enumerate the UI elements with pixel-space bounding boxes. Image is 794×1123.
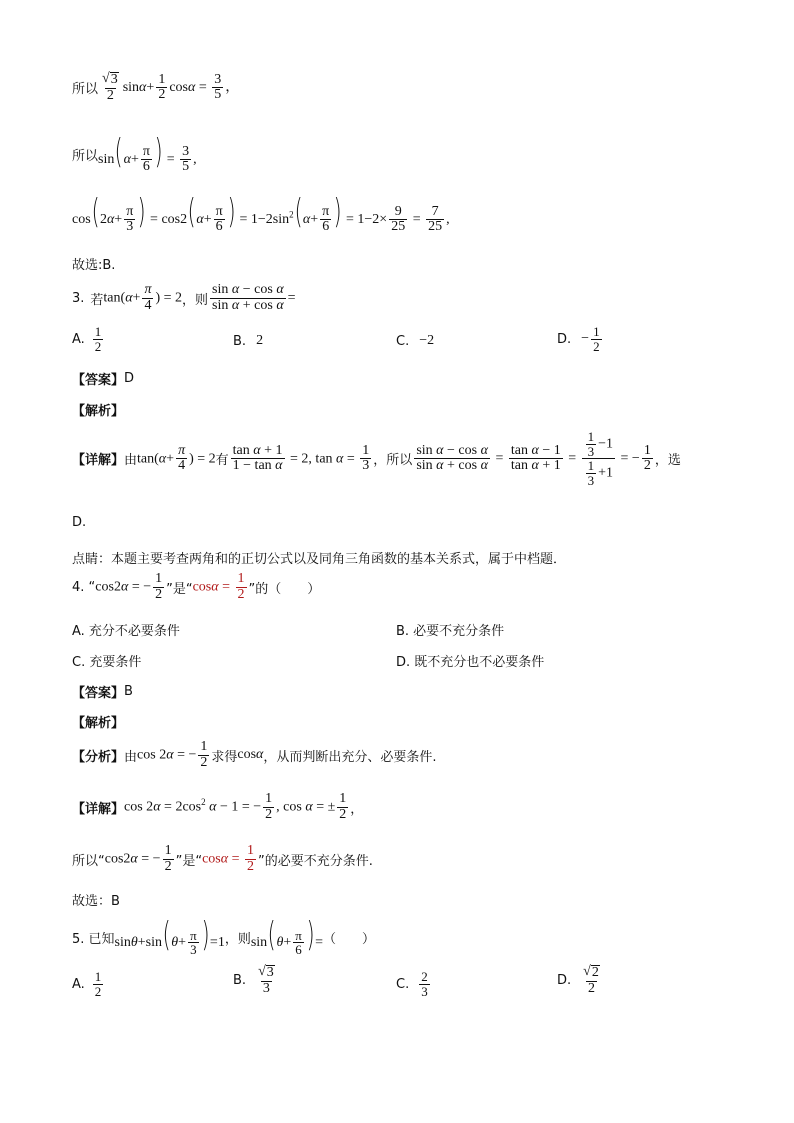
math-expression: $\frac{\text{sin α − cos α}}{\text{sin α + cos α}}$ =: [212, 282, 296, 313]
text-suoyi: 所以: [72, 82, 99, 98]
math-expression: $\frac{\text{sin α − cos α}}{\text{sin α + cos α}}$ = $\frac{\text{tan α − 1}}{\text{tan α + 1}}$ = $\frac{1}{3}$ −1 $\frac{1}{3}$ +1 = − $\frac{1}{2}$: [416, 429, 651, 488]
conclusion-line: 所以“ cos2α = − $\frac{1}{2}$ ”是“ cosα = $\frac{1}{2}$ ”的必要不充分条件.: [72, 843, 373, 874]
option-a: A. $\frac{1}{2}$: [72, 969, 102, 999]
question-3: [72, 283, 754, 313]
detail-label: 【详解】: [72, 453, 125, 469]
math-expression: tan(α+ $\frac{\pi}{4}$ ) = 2: [137, 442, 216, 474]
question-number: 3.: [72, 290, 85, 306]
analysis-line: [72, 400, 754, 419]
math-expression: cos2α = − $\frac{1}{2}$: [104, 843, 172, 874]
math-expression: $\frac{\text{tan α + 1}}{\text{1 − tan α}}$ = 2, tan α = $\frac{1}{3}$: [232, 442, 370, 474]
question-text: 若: [90, 292, 104, 308]
math-expression: √ 3 2 sinα+ $\frac{1}{2}$ cosα = $\frac{3}{5}$ ，: [102, 71, 240, 103]
option-a: A. $\frac{1}{2}$: [72, 324, 102, 354]
option-b: B. 2: [233, 333, 264, 349]
option-b: B. √ 3 3: [233, 964, 274, 996]
analysis-label: 【解析】: [72, 716, 125, 731]
question-4: 4. “ cos2α = − $\frac{1}{2}$ ”是“ cosα = $\frac{1}{2}$ ”的（ ）: [72, 571, 321, 602]
equation-line-2: [72, 132, 754, 175]
math-expression: sinθ+sin(θ+ $\frac{\pi}{3}$ )=1: [114, 915, 225, 958]
math-expression-highlight: cosα = $\frac{1}{2}$: [192, 571, 245, 602]
math-expression: sin(α+ $\frac{\pi}{6}$ ) = $\frac{3}{5}$ ,: [98, 132, 197, 175]
math-expression: cos 2α = − $\frac{1}{2}$: [137, 739, 208, 770]
option-d: D. √ 2 2: [557, 964, 599, 996]
analysis-line: [72, 712, 754, 731]
answer-value: B: [124, 684, 133, 699]
option-a: A. 充分不必要条件: [72, 624, 180, 639]
math-expression-highlight: cosα = $\frac{1}{2}$: [202, 843, 254, 874]
option-d: D. 既不充分也不必要条件: [396, 655, 545, 670]
equation-line-3: [72, 192, 754, 235]
detail-label: 【详解】: [72, 801, 125, 817]
option-b: B. 必要不充分条件: [396, 624, 505, 639]
math-expression: cosα: [237, 747, 264, 763]
conclusion-text: 故选:B.: [72, 258, 116, 273]
answer-line: [72, 682, 754, 701]
math-expression: cos(2α+ $\frac{\pi}{3}$ ) = cos2(α+ $\frac{\pi}{6}$ ) = $1-2\sin^2(\alpha+$ $\frac{\pi}{6}$ ) = 1−2× $\frac{9}{25}$ = $\frac{7}{25}$ ,: [72, 192, 450, 235]
detail-continuation: D.: [72, 515, 87, 530]
question-5: 5. 已知 sinθ+sin(θ+ $\frac{\pi}{3}$ )=1 ，则 sin(θ+ $\frac{\pi}{6}$ )= （ ）: [72, 915, 376, 958]
answer-label: 【答案】: [72, 373, 125, 388]
detail-line: 【详解】 $\cos 2\alpha = 2\cos^2$ α − 1 = − $\frac{1}{2}$ , cos α = ± $\frac{1}{2}$ ，: [72, 791, 364, 822]
question-text: ，则: [182, 292, 209, 308]
math-expression: cos2α = − $\frac{1}{2}$: [95, 571, 163, 602]
conclusion-text: 故选：B: [72, 894, 120, 909]
fenxi-line: 【分析】 由 cos 2α = − $\frac{1}{2}$ 求得 cosα ，从而判断出充分、必要条件.: [72, 739, 437, 770]
math-expression: tan(α+ $\frac{\pi}{4}$ ) = 2: [103, 282, 183, 313]
math-expression: $\cos 2\alpha = 2\cos^2$ α − 1 = − $\frac{1}{2}$ , cos α = ± $\frac{1}{2}$: [124, 791, 347, 822]
math-expression: sin(θ+ $\frac{\pi}{6}$ )=: [250, 915, 323, 958]
detail-line: 【详解】 由 tan(α+ $\frac{\pi}{4}$ ) = 2 有 $\frac{\text{tan α + 1}}{\text{1 − tan α}}$ = 2, tan α = $\frac{1}{3}$ ，所以 $\frac{\text{sin α − cos α}}{\text{sin α + cos α}}$ = $\frac{\text{tan α − 1}}{\text{tan α + 1}}$ = $\frac{1}{3}$ −1 $\frac{1}{3}$ +1 = − $\frac{1}{2}$ ，选: [72, 429, 681, 488]
note-text: 点睛：本题主要考查两角和的正切公式以及同角三角函数的基本关系式，属于中档题．: [72, 552, 567, 567]
answer-line: [72, 369, 754, 388]
equation-line-1: [72, 72, 754, 103]
fenxi-label: 【分析】: [72, 749, 125, 765]
option-c: C. 充要条件: [72, 655, 142, 670]
answer-label: 【答案】: [72, 686, 125, 701]
text-suoyi-2: 所以: [72, 149, 99, 165]
answer-value: D: [124, 371, 135, 386]
option-d: D. − $\frac{1}{2}$: [557, 324, 600, 354]
analysis-label: 【解析】: [72, 404, 125, 419]
option-c: C. −2: [396, 333, 435, 349]
option-c: C. $\frac{2}{3}$: [396, 969, 428, 999]
